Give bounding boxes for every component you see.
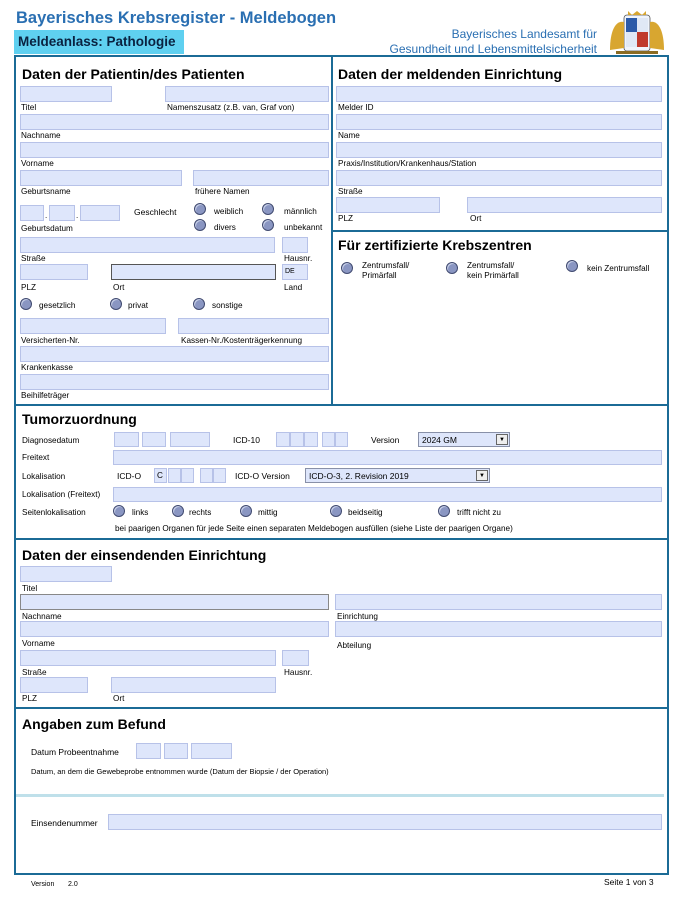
tumor-heading: Tumorzuordnung — [22, 411, 137, 427]
icdo-char2-input[interactable] — [181, 468, 194, 483]
label-ort: Ort — [113, 283, 125, 292]
patient-hausnr-input[interactable] — [282, 237, 308, 253]
office-name — [390, 27, 597, 57]
lok-freitext-input[interactable] — [113, 487, 662, 502]
zentren-heading: Für zertifizierte Krebszentren — [338, 237, 532, 253]
label-land: Land — [284, 283, 303, 292]
radio-maennlich[interactable] — [262, 203, 274, 215]
label-namenszusatz: Namenszusatz (z.B. van, Graf von) — [167, 103, 295, 112]
label-vorname: Vorname — [21, 159, 54, 168]
label-zentrumsfall-primaerfall: Zentrumsfall/ Primärfall — [362, 261, 410, 280]
label-einsender-abteilung: Abteilung — [337, 641, 372, 650]
label-kassen-nr: Kassen-Nr./Kostenträgerkennung — [181, 336, 303, 345]
version-value: 2.0 — [68, 881, 78, 888]
einsender-heading: Daten der einsendenden Einrichtung — [22, 547, 267, 563]
icdo-char1-input[interactable] — [168, 468, 181, 483]
office-line-1: Bayerisches Landesamt für — [451, 27, 597, 41]
einsender-nachname-input[interactable] — [20, 594, 329, 610]
label-einsender-strasse: Straße — [22, 668, 47, 677]
geburtsdatum-tag-input[interactable] — [20, 205, 44, 221]
radio-sonstige[interactable] — [193, 298, 205, 310]
icd10-version-value: 2024 GM — [422, 435, 457, 445]
label-einsender-plz: PLZ — [22, 694, 38, 703]
melder-name-input[interactable] — [336, 114, 662, 130]
patient-heading: Daten der Patientin/des Patienten — [22, 66, 245, 82]
icd10-char1-input[interactable] — [276, 432, 290, 447]
icd10-char5-input[interactable] — [335, 432, 348, 447]
separator — [16, 794, 664, 797]
label-unbekannt: unbekannt — [284, 223, 323, 232]
patient-nachname-input[interactable] — [20, 114, 329, 130]
probeentnahme-tag-input[interactable] — [136, 743, 161, 759]
einsender-titel-input[interactable] — [20, 566, 112, 582]
label-icdo-version: ICD-O Version — [235, 471, 290, 481]
label-melder-strasse: Straße — [338, 187, 363, 196]
label-einsender-nachname: Nachname — [22, 612, 62, 621]
melder-plz-input[interactable] — [336, 197, 440, 213]
label-icd10: ICD-10 — [233, 435, 260, 445]
label-fruehere-namen: frühere Namen — [195, 187, 250, 196]
label-mittig: mittig — [258, 508, 278, 517]
label-gesetzlich: gesetzlich — [39, 301, 76, 310]
icdo-prefix: C — [157, 471, 163, 480]
label-einsender-ort: Ort — [113, 694, 125, 703]
chevron-down-icon: ▼ — [496, 434, 508, 445]
label-diagnosedatum: Diagnosedatum — [22, 436, 80, 445]
radio-unbekannt[interactable] — [262, 219, 274, 231]
icdo-char4-input[interactable] — [213, 468, 226, 483]
label-lokalisation: Lokalisation — [22, 472, 66, 481]
divider-einsender — [16, 538, 667, 540]
icd10-char2-input[interactable] — [290, 432, 304, 447]
divider-tumor — [16, 404, 667, 406]
label-krankenkasse: Krankenkasse — [21, 363, 73, 372]
paarige-organe-hint: bei paarigen Organen für jede Seite einen separaten Meldebogen ausfüllen (siehe Liste der paarigen Organe) — [115, 524, 513, 533]
radio-rechts[interactable] — [172, 505, 184, 517]
label-beidseitig: beidseitig — [348, 508, 383, 517]
label-datum-probeentnahme: Datum Probeentnahme — [31, 747, 119, 757]
melder-strasse-input[interactable] — [336, 170, 662, 186]
label-einsender-hausnr: Hausnr. — [284, 668, 313, 677]
einsender-ort-input[interactable] — [111, 677, 276, 693]
icd10-version-select[interactable] — [418, 432, 510, 447]
label-privat: privat — [128, 301, 149, 310]
einsender-strasse-input[interactable] — [20, 650, 276, 666]
radio-zentrumsfall-kein-primaerfall[interactable] — [446, 262, 458, 274]
krankenkasse-input[interactable] — [20, 346, 329, 362]
divider-befund — [16, 707, 667, 709]
probeentnahme-jahr-input[interactable] — [191, 743, 232, 759]
freitext-input[interactable] — [113, 450, 662, 465]
radio-kein-zentrumsfall[interactable] — [566, 260, 578, 272]
radio-links[interactable] — [113, 505, 125, 517]
patient-namenszusatz-input[interactable] — [165, 86, 329, 102]
einsender-abteilung-input[interactable] — [335, 621, 662, 637]
versicherten-nr-input[interactable] — [20, 318, 166, 334]
radio-mittig[interactable] — [240, 505, 252, 517]
label-rechts: rechts — [189, 508, 212, 517]
label-beihilfetraeger: Beihilfeträger — [21, 391, 70, 400]
einsendenummer-input[interactable] — [108, 814, 662, 830]
probeentnahme-hint: Datum, an dem die Gewebeprobe entnommen wurde (Datum der Biopsie / der Operation) — [31, 767, 329, 776]
probeentnahme-monat-input[interactable] — [164, 743, 188, 759]
label-einsender-einrichtung: Einrichtung — [337, 612, 378, 621]
label-weiblich: weiblich — [214, 207, 244, 216]
melder-heading: Daten der meldenden Einrichtung — [338, 66, 563, 82]
icdo-version-select[interactable] — [305, 468, 490, 483]
label-nachname: Nachname — [21, 131, 61, 140]
patient-fruehere-namen-input[interactable] — [193, 170, 329, 186]
patient-geburtsname-input[interactable] — [20, 170, 182, 186]
label-melder-praxis: Praxis/Institution/Krankenhaus/Station — [338, 159, 477, 168]
chevron-down-icon: ▼ — [476, 470, 488, 481]
patient-vorname-input[interactable] — [20, 142, 329, 158]
diagnosedatum-monat-input[interactable] — [142, 432, 166, 447]
patient-strasse-input[interactable] — [20, 237, 275, 253]
einsender-vorname-input[interactable] — [20, 621, 329, 637]
label-version: Version — [371, 435, 400, 445]
beihilfetraeger-input[interactable] — [20, 374, 329, 390]
label-melder-plz: PLZ — [338, 214, 354, 223]
label-kein-zentrumsfall: kein Zentrumsfall — [587, 264, 650, 273]
label-einsender-titel: Titel — [22, 584, 38, 593]
patient-titel-input[interactable] — [20, 86, 112, 102]
occasion-label: Meldeanlass: Pathologie — [18, 34, 176, 49]
label-geburtsname: Geburtsname — [21, 187, 71, 196]
form-title: Bayerisches Krebsregister - Meldebogen — [16, 9, 337, 27]
kassen-nr-input[interactable] — [178, 318, 329, 334]
label-melder-name: Name — [338, 131, 360, 140]
einsender-einrichtung-input[interactable] — [335, 594, 662, 610]
label-einsender-vorname: Vorname — [22, 639, 55, 648]
geburtsdatum-monat-input[interactable] — [49, 205, 75, 221]
icdo-version-value: ICD-O-3, 2. Revision 2019 — [309, 471, 409, 481]
icdo-char3-input[interactable] — [200, 468, 213, 483]
label-strasse: Straße — [21, 254, 46, 263]
occasion-badge — [14, 30, 184, 54]
label-lok-freitext: Lokalisation (Freitext) — [22, 490, 101, 499]
page-indicator: Seite 1 von 3 — [604, 877, 654, 887]
radio-privat[interactable] — [110, 298, 122, 310]
melder-ort-input[interactable] — [467, 197, 662, 213]
label-hausnr: Hausnr. — [284, 254, 313, 263]
geburtsdatum-jahr-input[interactable] — [80, 205, 120, 221]
radio-beidseitig[interactable] — [330, 505, 342, 517]
label-seitenlokalisation: Seitenlokalisation — [22, 508, 86, 517]
befund-heading: Angaben zum Befund — [22, 716, 166, 732]
label-melder-id: Melder ID — [338, 103, 374, 112]
version-label: Version — [31, 881, 55, 888]
radio-divers[interactable] — [194, 219, 206, 231]
melder-praxis-input[interactable] — [336, 142, 662, 158]
bavarian-crest-icon — [606, 10, 668, 56]
patient-land-input[interactable] — [282, 264, 308, 280]
divider-zentren — [333, 230, 667, 232]
label-divers: divers — [214, 223, 236, 232]
patient-plz-input[interactable] — [20, 264, 88, 280]
label-icdo: ICD-O — [117, 471, 142, 481]
land-value: DE — [285, 268, 295, 275]
label-versicherten-nr: Versicherten-Nr. — [21, 336, 80, 345]
label-trifft-nicht-zu: trifft nicht zu — [457, 508, 501, 517]
label-geburtsdatum: Geburtsdatum — [21, 224, 73, 233]
label-titel: Titel — [21, 103, 37, 112]
icd10-char3-input[interactable] — [304, 432, 318, 447]
label-links: links — [132, 508, 149, 517]
label-maennlich: männlich — [284, 207, 317, 216]
einsender-hausnr-input[interactable] — [282, 650, 309, 666]
patient-ort-input[interactable] — [111, 264, 276, 280]
diagnosedatum-tag-input[interactable] — [114, 432, 139, 447]
label-sonstige: sonstige — [212, 301, 243, 310]
radio-trifft-nicht-zu[interactable] — [438, 505, 450, 517]
label-melder-ort: Ort — [470, 214, 482, 223]
einsender-plz-input[interactable] — [20, 677, 88, 693]
radio-gesetzlich[interactable] — [20, 298, 32, 310]
label-einsendenummer: Einsendenummer — [31, 818, 98, 828]
melder-id-input[interactable] — [336, 86, 662, 102]
label-plz: PLZ — [21, 283, 37, 292]
icdo-prefix-field — [154, 468, 167, 483]
radio-zentrumsfall-primaerfall[interactable] — [341, 262, 353, 274]
label-geschlecht: Geschlecht — [134, 207, 177, 217]
radio-weiblich[interactable] — [194, 203, 206, 215]
diagnosedatum-jahr-input[interactable] — [170, 432, 210, 447]
label-freitext: Freitext — [22, 453, 50, 462]
icd10-char4-input[interactable] — [322, 432, 335, 447]
label-zentrumsfall-kein-primaerfall: Zentrumsfall/ kein Primärfall — [467, 261, 519, 280]
office-line-2: Gesundheit und Lebensmittelsicherheit — [389, 42, 597, 56]
